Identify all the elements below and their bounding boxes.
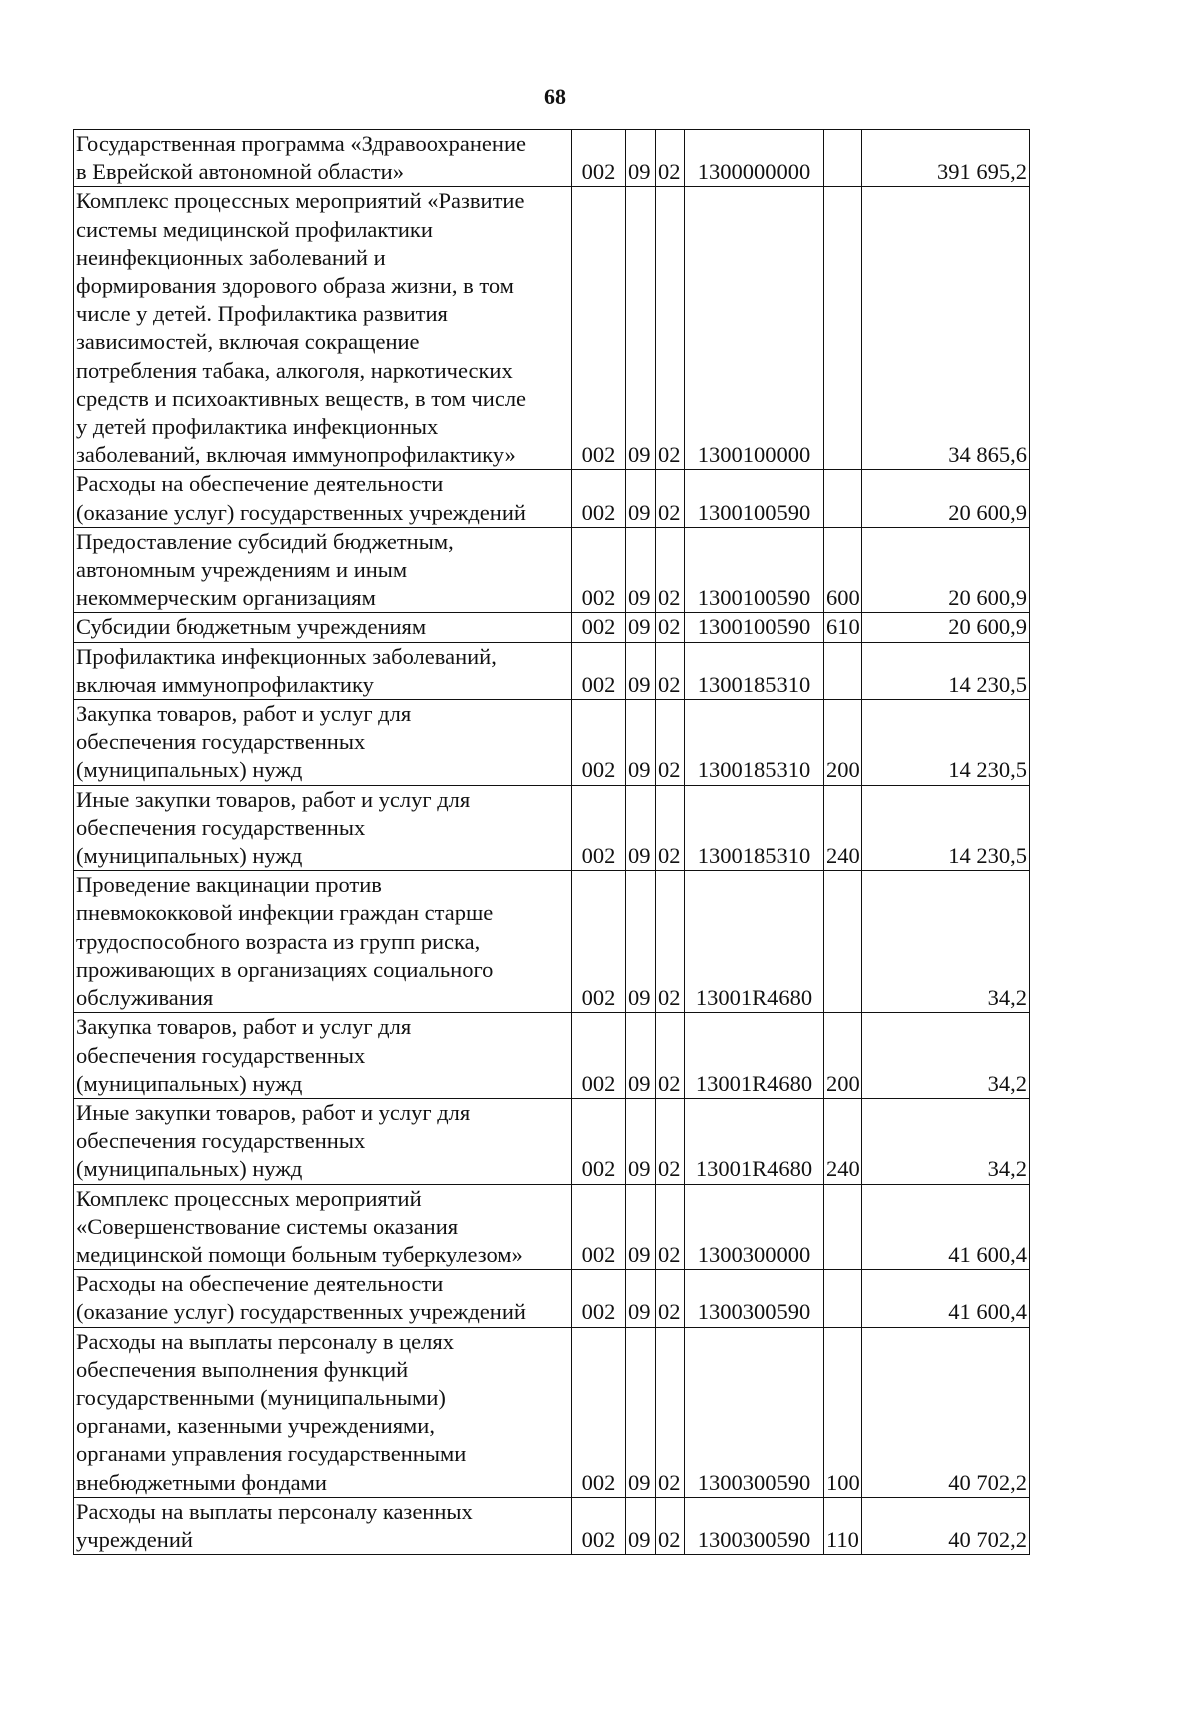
target-article-cell: 13001R4680: [685, 1013, 824, 1099]
subsection-cell: 02: [656, 642, 685, 699]
section-cell: 09: [626, 527, 656, 613]
grbs-cell: 002: [572, 785, 626, 871]
grbs-cell: 002: [572, 1184, 626, 1270]
page-number: 68: [544, 84, 566, 109]
expense-type-cell: 100: [824, 1327, 862, 1497]
grbs-cell: 002: [572, 1327, 626, 1497]
section-cell: 09: [626, 700, 656, 786]
section-cell: 09: [626, 1497, 656, 1554]
row-name-line: (оказание услуг) государственных учреждений: [76, 499, 526, 525]
row-name-line: обеспечения государственных: [76, 1128, 366, 1154]
grbs-cell: 002: [572, 700, 626, 786]
table-row: [74, 1098, 1030, 1184]
subsection-cell: 02: [656, 785, 685, 871]
grbs-cell: 002: [572, 470, 626, 527]
budget-table: [73, 129, 1030, 1555]
row-name-line: в Еврейской автономной области»: [76, 159, 404, 185]
row-name-line: у детей профилактика инфекционных: [76, 414, 439, 440]
table-row: [74, 642, 1030, 699]
budget-table-body: [74, 130, 1030, 1555]
section-cell: 09: [626, 1270, 656, 1327]
section-cell: 09: [626, 1013, 656, 1099]
subsection-cell: 02: [656, 130, 685, 187]
row-name-line: обеспечения выполнения функций: [76, 1356, 409, 1382]
row-name-line: заболеваний, включая иммунопрофилактику»: [76, 442, 516, 468]
amount-cell: 34,2: [862, 1013, 1030, 1099]
row-name-line: Закупка товаров, работ и услуг для: [76, 1014, 412, 1040]
section-cell: 09: [626, 1184, 656, 1270]
target-article-cell: 1300185310: [685, 700, 824, 786]
grbs-cell: 002: [572, 1098, 626, 1184]
row-name-line: учреждений: [76, 1526, 193, 1552]
expense-type-cell: [824, 187, 862, 470]
row-name-line: Расходы на выплаты персоналу казенных: [76, 1498, 473, 1524]
amount-cell: 41 600,4: [862, 1184, 1030, 1270]
row-name-line: Расходы на обеспечение деятельности: [76, 1271, 444, 1297]
subsection-cell: 02: [656, 1497, 685, 1554]
row-name-line: обеспечения государственных: [76, 729, 366, 755]
row-name-line: формирования здорового образа жизни, в том: [76, 273, 514, 299]
table-row: [74, 130, 1030, 187]
row-name-line: «Совершенствование системы оказания: [76, 1213, 459, 1239]
row-name-line: Предоставление субсидий бюджетным,: [76, 528, 454, 554]
grbs-cell: 002: [572, 1270, 626, 1327]
row-name-line: (муниципальных) нужд: [76, 1156, 303, 1182]
table-row: [74, 1184, 1030, 1270]
target-article-cell: 1300100000: [685, 187, 824, 470]
expense-type-cell: 110: [824, 1497, 862, 1554]
row-name-line: медицинской помощи больным туберкулезом»: [76, 1241, 523, 1267]
target-article-cell: 1300100590: [685, 527, 824, 613]
expense-type-cell: 200: [824, 1013, 862, 1099]
grbs-cell: 002: [572, 871, 626, 1013]
row-name-cell: [74, 1327, 572, 1497]
row-name-cell: [74, 527, 572, 613]
row-name-line: некоммерческим организациям: [76, 585, 376, 611]
subsection-cell: 02: [656, 1098, 685, 1184]
amount-cell: 34,2: [862, 1098, 1030, 1184]
row-name-cell: [74, 1497, 572, 1554]
row-name-line: внебюджетными фондами: [76, 1469, 327, 1495]
amount-cell: 20 600,9: [862, 613, 1030, 642]
amount-cell: 20 600,9: [862, 470, 1030, 527]
row-name-cell: [74, 1013, 572, 1099]
amount-cell: 40 702,2: [862, 1327, 1030, 1497]
row-name-line: обеспечения государственных: [76, 1042, 366, 1068]
amount-cell: 34 865,6: [862, 187, 1030, 470]
grbs-cell: 002: [572, 527, 626, 613]
row-name-cell: [74, 642, 572, 699]
row-name-line: потребления табака, алкоголя, наркотических: [76, 357, 513, 383]
subsection-cell: 02: [656, 187, 685, 470]
section-cell: 09: [626, 642, 656, 699]
expense-type-cell: [824, 1184, 862, 1270]
row-name-cell: [74, 871, 572, 1013]
row-name-line: зависимостей, включая сокращение: [76, 329, 420, 355]
row-name-line: средств и психоактивных веществ, в том числе: [76, 385, 527, 411]
row-name-line: Государственная программа «Здравоохранение: [76, 131, 526, 156]
subsection-cell: 02: [656, 613, 685, 642]
row-name-line: Субсидии бюджетным учреждениям: [76, 614, 427, 640]
table-row: [74, 527, 1030, 613]
subsection-cell: 02: [656, 700, 685, 786]
row-name-line: (муниципальных) нужд: [76, 1070, 303, 1096]
row-name-line: государственными (муниципальными): [76, 1384, 446, 1410]
row-name-line: трудоспособного возраста из групп риска,: [76, 928, 481, 954]
row-name-cell: [74, 785, 572, 871]
row-name-cell: [74, 1098, 572, 1184]
table-row: [74, 1327, 1030, 1497]
grbs-cell: 002: [572, 1497, 626, 1554]
target-article-cell: 1300100590: [685, 613, 824, 642]
amount-cell: 40 702,2: [862, 1497, 1030, 1554]
row-name-line: Комплекс процессных мероприятий: [76, 1185, 422, 1211]
row-name-line: Проведение вакцинации против: [76, 872, 382, 898]
target-article-cell: 1300000000: [685, 130, 824, 187]
row-name-line: неинфекционных заболеваний и: [76, 244, 386, 270]
grbs-cell: 002: [572, 187, 626, 470]
row-name-line: Расходы на выплаты персоналу в целях: [76, 1328, 454, 1354]
row-name-line: системы медицинской профилактики: [76, 216, 433, 242]
row-name-line: Профилактика инфекционных заболеваний,: [76, 643, 497, 669]
subsection-cell: 02: [656, 527, 685, 613]
grbs-cell: 002: [572, 642, 626, 699]
expense-type-cell: 240: [824, 785, 862, 871]
row-name-line: (муниципальных) нужд: [76, 843, 303, 869]
row-name-line: (оказание услуг) государственных учреждений: [76, 1299, 526, 1325]
expense-type-cell: [824, 470, 862, 527]
amount-cell: 14 230,5: [862, 785, 1030, 871]
target-article-cell: 1300185310: [685, 642, 824, 699]
subsection-cell: 02: [656, 470, 685, 527]
target-article-cell: 1300300590: [685, 1270, 824, 1327]
grbs-cell: 002: [572, 130, 626, 187]
expense-type-cell: 200: [824, 700, 862, 786]
expense-type-cell: [824, 130, 862, 187]
row-name-line: обслуживания: [76, 985, 214, 1011]
row-name-cell: [74, 1270, 572, 1327]
section-cell: 09: [626, 1098, 656, 1184]
row-name-line: автономным учреждениям и иным: [76, 557, 408, 583]
amount-cell: 391 695,2: [862, 130, 1030, 187]
expense-type-cell: 610: [824, 613, 862, 642]
target-article-cell: 1300185310: [685, 785, 824, 871]
grbs-cell: 002: [572, 613, 626, 642]
table-row: [74, 1013, 1030, 1099]
expense-type-cell: [824, 1270, 862, 1327]
table-row: [74, 470, 1030, 527]
section-cell: 09: [626, 1327, 656, 1497]
row-name-cell: [74, 470, 572, 527]
subsection-cell: 02: [656, 1327, 685, 1497]
row-name-line: Закупка товаров, работ и услуг для: [76, 701, 412, 727]
target-article-cell: 1300300590: [685, 1327, 824, 1497]
table-row: [74, 613, 1030, 642]
row-name-cell: [74, 700, 572, 786]
amount-cell: 41 600,4: [862, 1270, 1030, 1327]
row-name-line: пневмококковой инфекции граждан старше: [76, 900, 494, 926]
subsection-cell: 02: [656, 871, 685, 1013]
section-cell: 09: [626, 871, 656, 1013]
row-name-line: органами управления государственными: [76, 1441, 467, 1467]
row-name-cell: [74, 130, 572, 187]
row-name-line: Иные закупки товаров, работ и услуг для: [76, 786, 471, 812]
row-name-line: Расходы на обеспечение деятельности: [76, 471, 444, 497]
section-cell: 09: [626, 613, 656, 642]
row-name-cell: [74, 187, 572, 470]
row-name-cell: [74, 1184, 572, 1270]
table-row: [74, 1497, 1030, 1554]
row-name-line: обеспечения государственных: [76, 814, 366, 840]
row-name-line: (муниципальных) нужд: [76, 757, 303, 783]
amount-cell: 14 230,5: [862, 700, 1030, 786]
subsection-cell: 02: [656, 1013, 685, 1099]
amount-cell: 20 600,9: [862, 527, 1030, 613]
table-row: [74, 1270, 1030, 1327]
table-row: [74, 187, 1030, 470]
row-name-line: числе у детей. Профилактика развития: [76, 301, 448, 327]
grbs-cell: 002: [572, 1013, 626, 1099]
target-article-cell: 1300300590: [685, 1497, 824, 1554]
section-cell: 09: [626, 470, 656, 527]
row-name-line: органами, казенными учреждениями,: [76, 1413, 435, 1439]
subsection-cell: 02: [656, 1270, 685, 1327]
expense-type-cell: 600: [824, 527, 862, 613]
section-cell: 09: [626, 187, 656, 470]
row-name-line: проживающих в организациях социального: [76, 956, 494, 982]
row-name-line: Иные закупки товаров, работ и услуг для: [76, 1099, 471, 1125]
target-article-cell: 13001R4680: [685, 871, 824, 1013]
amount-cell: 14 230,5: [862, 642, 1030, 699]
expense-type-cell: [824, 642, 862, 699]
amount-cell: 34,2: [862, 871, 1030, 1013]
row-name-line: Комплекс процессных мероприятий «Развитие: [76, 188, 525, 214]
table-row: [74, 700, 1030, 786]
target-article-cell: 1300300000: [685, 1184, 824, 1270]
expense-type-cell: [824, 871, 862, 1013]
row-name-cell: [74, 613, 572, 642]
section-cell: 09: [626, 785, 656, 871]
table-row: [74, 871, 1030, 1013]
target-article-cell: 1300100590: [685, 470, 824, 527]
table-row: [74, 785, 1030, 871]
expense-type-cell: 240: [824, 1098, 862, 1184]
target-article-cell: 13001R4680: [685, 1098, 824, 1184]
subsection-cell: 02: [656, 1184, 685, 1270]
row-name-line: включая иммунопрофилактику: [76, 671, 374, 697]
section-cell: 09: [626, 130, 656, 187]
